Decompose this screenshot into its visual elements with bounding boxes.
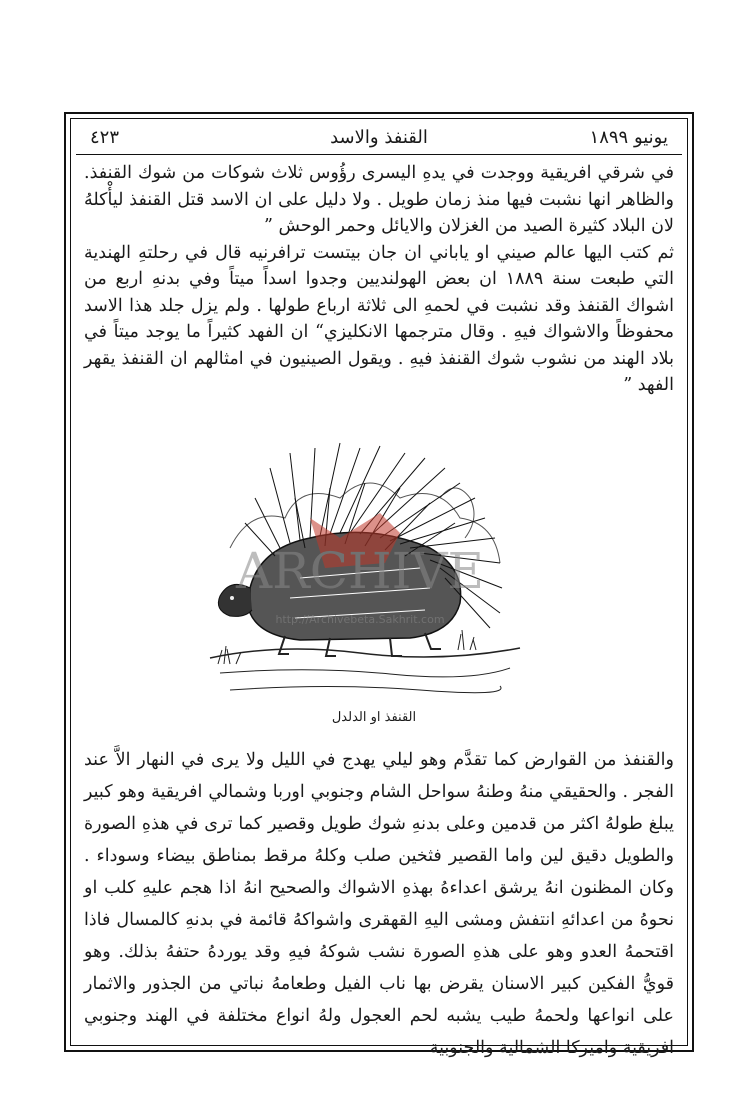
header-date: يونيو ١٨٩٩	[589, 127, 668, 148]
watermark-url: http://Archivebeta.Sakhrit.com	[275, 613, 445, 626]
header-title: القنفذ والاسد	[330, 127, 428, 148]
paragraph: ثم كتب اليها عالم صيني او ياباني ان جان بيتست ترافرنيه قال في رحلتهِ الهندية التي طبعت سنة ١٨٨٩ ان بعض الهولنديين وجدوا اسداً ميتاً وفي بدنهِ اربع من اشواك القنفذ وقد نشبت في لحمهِ الى ثلاثة ارباع طولها . ولم يزل جلد هذا الاسد محفوظاً والاشواك فيهِ . وقال مترجمها الانكليزي“ ان الفهد كثيراً ما يوجد ميتاً في بلاد الهند من نشوب شوك القنفذ فيهِ . ويقول الصينيون في امثالهم ان القنفذ يقهر الفهد ”	[84, 242, 674, 395]
page-number: ٤٢٣	[90, 127, 120, 148]
header-rule	[76, 154, 682, 155]
figure-caption: القنفذ او الدلدل	[331, 710, 417, 725]
porcupine-illustration	[190, 428, 530, 702]
page-header	[90, 124, 668, 152]
paragraph: في شرقي افريقية ووجدت في يدهِ اليسرى رؤُوس ثلاث شوكات من شوك القنفذ. والظاهر انها نشبت فيها منذ زمان طويل . ولا دليل على ان الاسد قتل القنفذ ليأْكلهُ لان البلاد كثيرة الصيد من الغزلان والايائل وحمر الوحش ”	[84, 163, 674, 236]
paragraph: والقنفذ من القوارض كما تقدَّم وهو ليلي يهدج في الليل ولا يرى في النهار الاَّ عند الفجر . والحقيقي منهُ وطنهُ سواحل الشام وجنوبي اوربا وشمالي افريقية وهو كبير يبلغ طولهُ اكثر من قدمين وعلى بدنهِ شوك طويل وقصير كما ترى في هذهِ الصورة والطويل دقيق لين واما القصير فثخين صلب وكلهُ مرقط بمناطق بيضاء وسوداء . وكان المظنون انهُ يرشق اعداءهُ بهذهِ الاشواك والصحيح انهُ اذا هجم عليهِ كلب او نحوهُ من اعدائهِ انتفش ومشى اليهِ القهقرى واشواكهُ قائمة في بدنهِ كالمسال فاذا اقتحمهُ العدو وهو على هذهِ الصورة نشب شوكهُ فيهِ وقد يوردهُ حتفهُ بذلك. وهو قويُّ الفكين كبير الاسنان يقرض بها ناب الفيل وطعامهُ نباتي من الجذور والاثمار على انواعها ولحمهُ طيب يشبه لحم العجول ولهُ انواع مختلفة في الهند وجنوبي افريقية واميركا الشمالية والجنوبية	[84, 750, 674, 1058]
watermark-text: ARCHIVE	[236, 542, 484, 600]
bottom-text	[84, 744, 674, 1064]
top-text	[84, 160, 674, 399]
